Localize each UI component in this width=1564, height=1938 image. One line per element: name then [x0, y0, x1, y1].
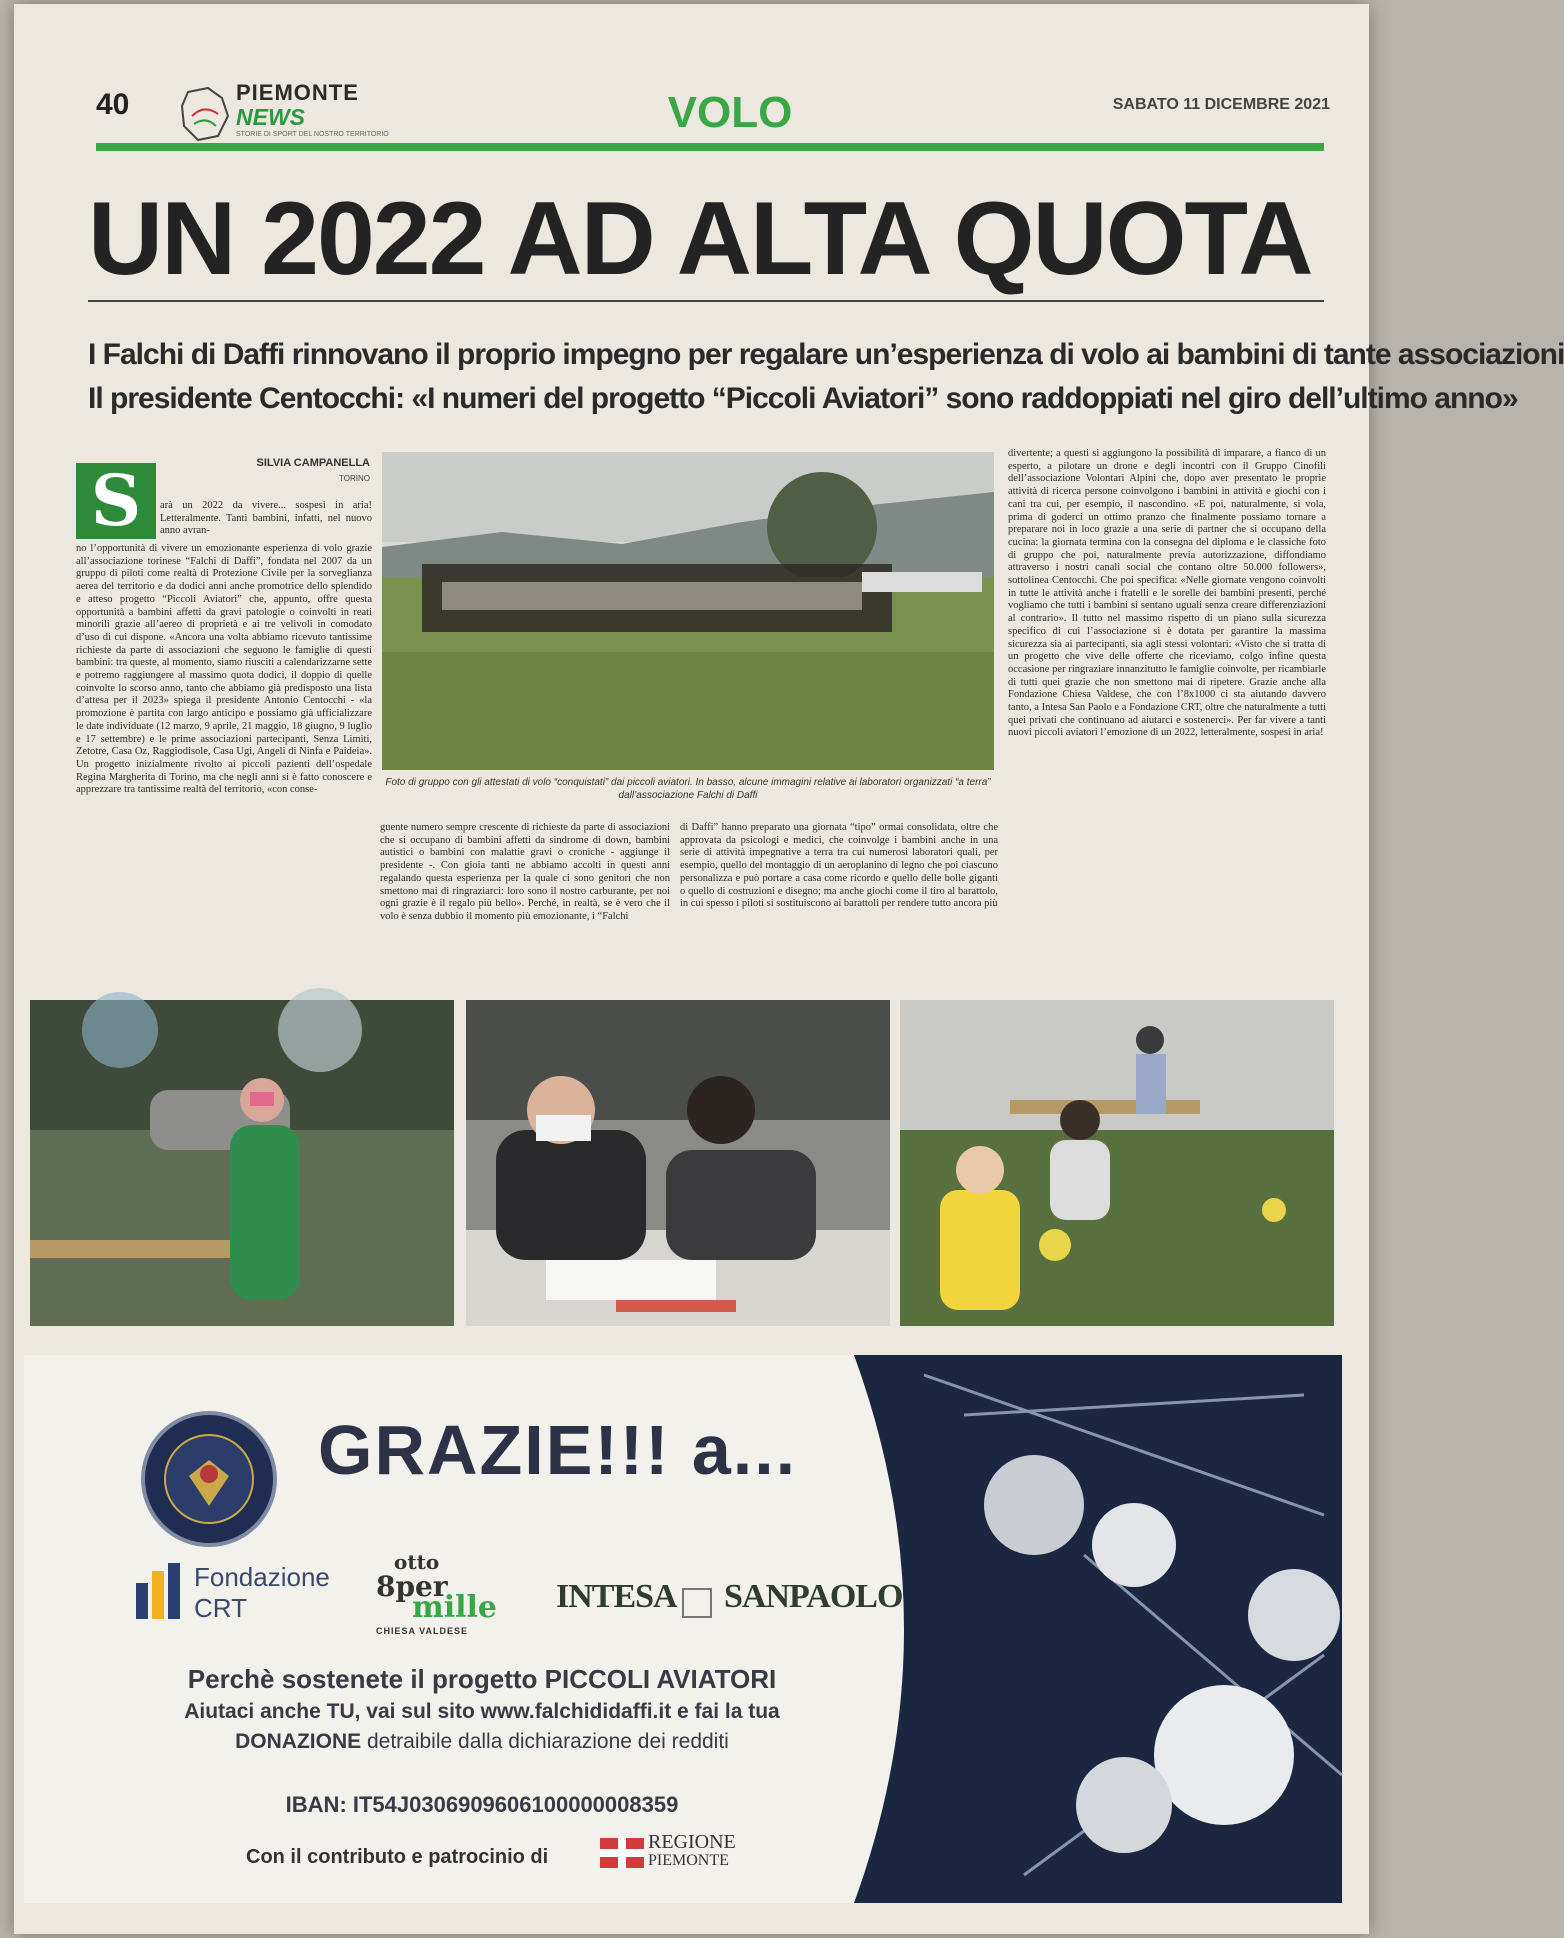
- ad-line-3: [82, 1730, 882, 1754]
- section-title: VOLO: [667, 88, 793, 137]
- sponsor-crt-line1: Fondazione: [194, 1562, 330, 1592]
- sponsor-crt-line2: CRT: [194, 1593, 247, 1623]
- regione-line1: REGIONE: [648, 1831, 736, 1853]
- photo-caption: Foto di gruppo con gli attestati di volo “conquistati” dai piccoli aviatori. In basso, alcune immagini relative ai laboratori organizzati “a terra” dall’associazione Falchi di Daffi: [385, 777, 991, 801]
- fondazione-crt-logo-icon: [136, 1563, 184, 1619]
- ad-contribution-text: Con il contributo e patrocinio di: [246, 1846, 549, 1868]
- headline-rule: [88, 300, 1324, 302]
- falchi-di-daffi-seal: [140, 1410, 278, 1548]
- article-col3: di Daffi” hanno preparato una giornata “tipo” ormai consolidata, oltre che approvata da psicologi e medici, che coinvolge i bambini anche in una serie di attività impegnative a terra tra cui numerosi laboratori quali, per esempio, quello del montaggio di un aeroplanino di legno che poi ciascuno personalizza e può portare a casa come ricordo e quello delle bolle giganti o quello di costruzioni e disegno; ma anche giochi come il tiro al barattolo, in cui spesso i piloti si sostituiscono ai barattoli per rendere tutto ancora più: [680, 822, 998, 910]
- bubbles-workshop-photo: [30, 1000, 454, 1326]
- article-col1-lead: arà un 2022 da vivere... sospesi in aria! Letteralmente. Tanti bambini, infatti, nel nuovo anno avran-: [160, 500, 372, 537]
- games-outdoor-photo: [900, 1000, 1334, 1326]
- headline: UN 2022 AD ALTA QUOTA: [88, 181, 1312, 297]
- sponsor-chiesa-valdese: CHIESA VALDESE: [376, 1626, 469, 1636]
- ad-line-1: Perchè sostenete il progetto PICCOLI AVIATORI: [187, 1664, 777, 1694]
- sponsor-8per: 8per: [376, 1570, 448, 1603]
- ad-donazione: DONAZIONE: [235, 1730, 362, 1753]
- group-photo: [382, 452, 994, 770]
- sponsor-mille: mille: [412, 1590, 498, 1625]
- page-number: 40: [96, 88, 130, 121]
- logo-news: NEWS: [236, 104, 305, 130]
- subheadline-2: Il presidente Centocchi: «I numeri del progetto “Piccoli Aviatori” sono raddoppiati nel giro dell’ultimo anno»: [88, 382, 1518, 415]
- ad-line-2: Aiutaci anche TU, vai sul sito www.falchididaffi.it e fai la tua: [184, 1700, 780, 1723]
- dateline: TORINO: [339, 474, 370, 483]
- drop-cap: S: [76, 463, 156, 539]
- subheadline-1: I Falchi di Daffi rinnovano il proprio impegno per regalare un’esperienza di volo ai bambini di tante associazioni: [88, 338, 1564, 371]
- article-col4: divertente; a questi si aggiungono la possibilità di imparare, a fianco di un esperto, a pilotare un drone e degli incontri con il Gruppo Cinofili dell’associazione Volontari Alpini che, dopo aver presentato le proprie attività di ricerca persone coinvolgono i bambini in attività e giochi con i cani tra cui, per esempio, il nascondino. «E poi, naturalmente, si vola, prima di goderci un ottimo pranzo che finalmente possiamo tornare a preparare noi in loco grazie a una serie di partner che si occupano della cucina: la giornata termina con la consegna del diploma e le classiche foto di gruppo che poi, naturalmente previa autorizzazione, diffondiamo attraverso i nostri canali social che contano oltre 50.000 followers», sottolinea Centocchi. Che poi specifica: «Nelle giornate vengono coinvolti in tutte le attività anche i fratelli e le sorelle dei bambini presenti, perché vogliamo che tutti i bambini si sentano uguali senza creare differenziazioni al contrario». Il tutto nel massimo rispetto di un piano sulla sicurezza specifico di cui l’associazione si è dotata per garantire la massima sicurezza sia ai partecipanti, sia agli stessi volontari: «Visto che si tratta di un progetto che vive delle offerte che riceviamo, colgo infine questa occasione per ringraziare innanzitutto le famiglie coinvolte, per ricambiarle di tutti quei grazie che non smettono mai di ripetere. Grazie anche alla Fondazione Chiesa Valdese, che con l’8x1000 ci sta aiutando davvero tanto, a Intesa San Paolo e a Fondazione CRT, oltre che naturalmente a tutti quei privati che continuano ad aiutarci e sostenerci». Per far vivere a tanti nuovi piccoli aviatori l’emozione di un 2022, letteralmente, sospesi in aria!: [1008, 448, 1326, 739]
- article-col1: no l’opportunità di vivere un emozionante esperienza di volo grazie all’associazione torinese “Falchi di Daffi”, fondata nel 2007 da un gruppo di piloti come realtà di Protezione Civile per la sorveglianza aerea del territorio e da dodici anni anche promotrice dello splendido e atteso progetto “Piccoli Aviatori” che, appunto, offre questa opportunità a bambini affetti da gravi patologie o coinvolti in reati minorili grazie all’aereo di proprietà e ai tre velivoli in comodato d’uso di cui dispone. «Ancora una volta abbiamo ricevuto tantissime richieste da parte di associazioni che seguono le famiglie di questi bambini: tra queste, al momento, siamo riusciti a calendarizzarne sette e potremo raggiungere al massimo quota dodici, il doppio di quelle coinvolte lo scorso anno, tanto che abbiamo già predisposto una lista d’attesa per il 2023» spiega il presidente Antonio Centocchi - «la promozione è partita con largo anticipo e possiamo già ufficializzare le date individuate (12 marzo, 9 aprile, 21 maggio, 18 giugno, 9 luglio e 17 settembre) e le prime associazioni partecipanti, Senza Limiti, Zetotre, Casa Oz, Raggiodisole, Casa Ugi, Angeli di Ninfa e Paideia». Un progetto inizialmente rivolto ai piccoli pazienti dell’ospedale Regina Margherita di Torino, ma che negli anni si è fatto conoscere e apprezzare tra tantissime realtà del territorio, «con conse-: [76, 543, 372, 796]
- issue-date: SABATO 11 DICEMBRE 2021: [1112, 96, 1330, 113]
- sponsor-sanpaolo: SANPAOLO: [724, 1578, 903, 1615]
- intesa-sanpaolo-icon: [682, 1588, 712, 1618]
- sponsor-otto: otto: [394, 1550, 440, 1574]
- regione-line2: PIEMONTE: [648, 1852, 729, 1869]
- piemonte-region-icon: [178, 86, 232, 142]
- masthead-rule: [96, 143, 1324, 151]
- sponsor-intesa: INTESA: [556, 1578, 677, 1615]
- ad-line-3-rest: detraibile dalla dichiarazione dei redditi: [361, 1730, 729, 1753]
- logo-piemonte: PIEMONTE: [236, 80, 359, 105]
- author: SILVIA CAMPANELLA: [256, 457, 370, 469]
- drawing-workshop-photo: [466, 1000, 890, 1326]
- iban: IBAN: IT54J0306909606100000008359: [285, 1792, 679, 1817]
- logo-tagline: STORIE DI SPORT DEL NOSTRO TERRITORIO: [236, 131, 389, 138]
- regione-piemonte-flag-icon: [600, 1838, 644, 1868]
- article-col2: guente numero sempre crescente di richieste da parte di associazioni che si occupano di bambini affetti da sindrome di down, bambini autistici o bambini con malattie gravi o croniche - aggiunge il presidente -. Con gioia tanti ne abbiamo accolti in questi anni regalando questa esperienza per la quale ci sono genitori che non smettono mai di ringraziarci: loro sono il nostro carburante, per noi ogni grazie è il regalo più bello». Perché, in realtà, se è vero che il volo è senza dubbio il momento più emozionante, i “Falchi: [380, 822, 670, 922]
- ad-headline: GRAZIE!!! a...: [318, 1411, 798, 1489]
